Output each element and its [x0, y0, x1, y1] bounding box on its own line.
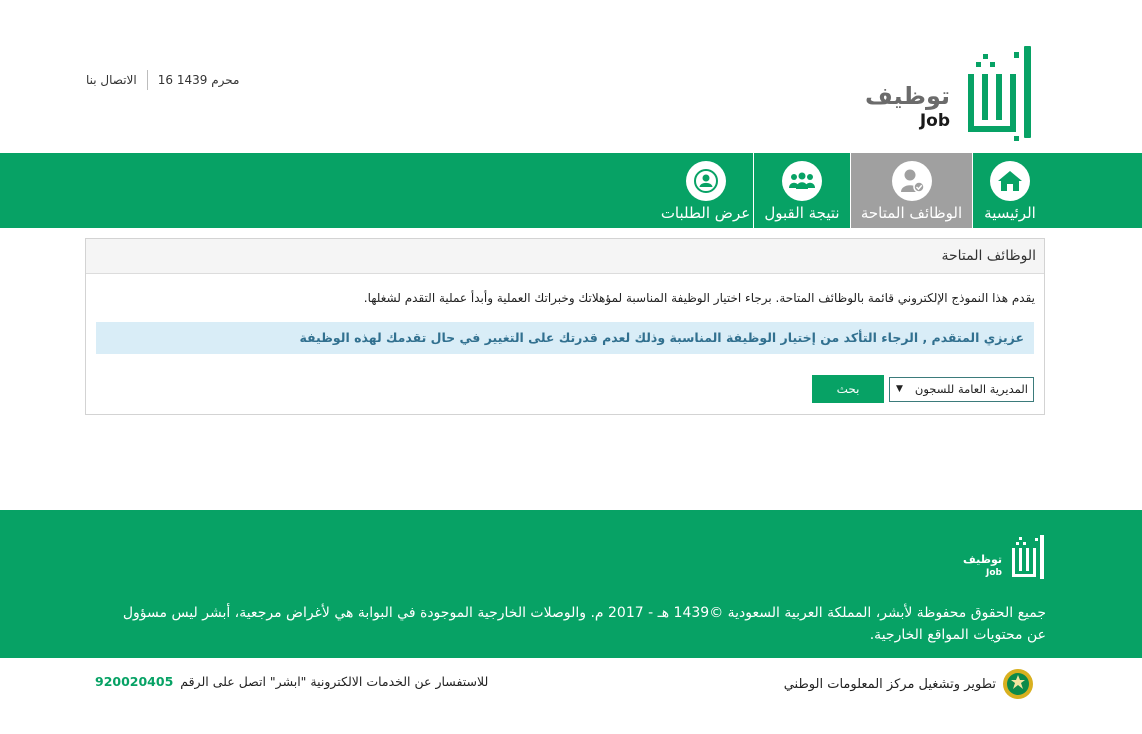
- available-jobs-panel: [85, 238, 1045, 415]
- developer-text: تطوير وتشغيل مركز المعلومات الوطني: [783, 676, 996, 692]
- users-icon: [782, 161, 822, 201]
- site-header: [0, 0, 1142, 153]
- nic-seal-icon: [1002, 668, 1034, 700]
- nav-item-available-jobs[interactable]: [851, 153, 973, 228]
- user-search-icon: [686, 161, 726, 201]
- logo-text-en: Job: [919, 111, 950, 131]
- nav-item-acceptance-result[interactable]: [754, 153, 851, 228]
- top-links: [86, 70, 239, 90]
- nav-label-acceptance-result: نتيجة القبول: [764, 204, 840, 222]
- search-button[interactable]: بحث: [812, 375, 884, 403]
- inquiry-line: [95, 674, 488, 689]
- info-alert: عزيزي المتقدم , الرجاء التأكد من إختيار الوظيفة المناسبة وذلك لعدم قدرتك على التغيير في حال تقدمك لهذه الوظيفة: [96, 322, 1034, 354]
- site-footer: [0, 510, 1142, 658]
- nav-label-home: الرئيسية: [984, 204, 1036, 222]
- footer-logo-text-en: Job: [986, 568, 1002, 578]
- nav-item-view-applications[interactable]: [658, 153, 754, 228]
- nav-label-view-applications: عرض الطلبات: [660, 204, 751, 222]
- home-icon: [990, 161, 1030, 201]
- caret-down-icon: ▼: [896, 384, 903, 394]
- department-select-value: المديرية العامة للسجون: [914, 382, 1028, 396]
- logo-text-ar: توظيف: [864, 82, 950, 110]
- phone-number-link[interactable]: 920020405: [95, 674, 174, 689]
- nav-item-home[interactable]: [974, 153, 1046, 228]
- hijri-date: 16 محرم 1439: [157, 73, 240, 87]
- user-check-icon: [892, 161, 932, 201]
- footer-absher-job-logo: [963, 535, 1046, 581]
- copyright-text: جميع الحقوق محفوظة لأبشر، المملكة العربية السعودية ©1439 هـ - 2017 م. والوصلات الخارجية الموجودة في البوابة هي لأغراض مرجعية، أبشر ليس مسؤول عن محتويات المواقع الخارجية.: [122, 605, 1046, 643]
- contact-us-link[interactable]: الاتصال بنا: [86, 70, 148, 90]
- main-nav: [0, 153, 1142, 228]
- bottom-bar: [0, 658, 1142, 734]
- panel-title: الوظائف المتاحة: [86, 239, 1044, 274]
- nav-label-available-jobs: الوظائف المتاحة: [860, 204, 963, 222]
- panel-intro-text: يقدم هذا النموذج الإلكتروني قائمة بالوظائف المتاحة. برجاء اختيار الوظيفة المناسبة لمؤهلاتك وخبراتك العملية وأبدأ عملية التقدم لشغلها.: [363, 291, 1035, 305]
- inquiry-text: للاستفسار عن الخدمات الالكترونية "ابشر" اتصل على الرقم: [180, 674, 489, 689]
- developer-credit: [784, 668, 1034, 700]
- absher-job-logo[interactable]: [864, 44, 1036, 142]
- department-select[interactable]: [889, 377, 1034, 402]
- footer-logo-text-ar: توظيف: [963, 553, 1002, 566]
